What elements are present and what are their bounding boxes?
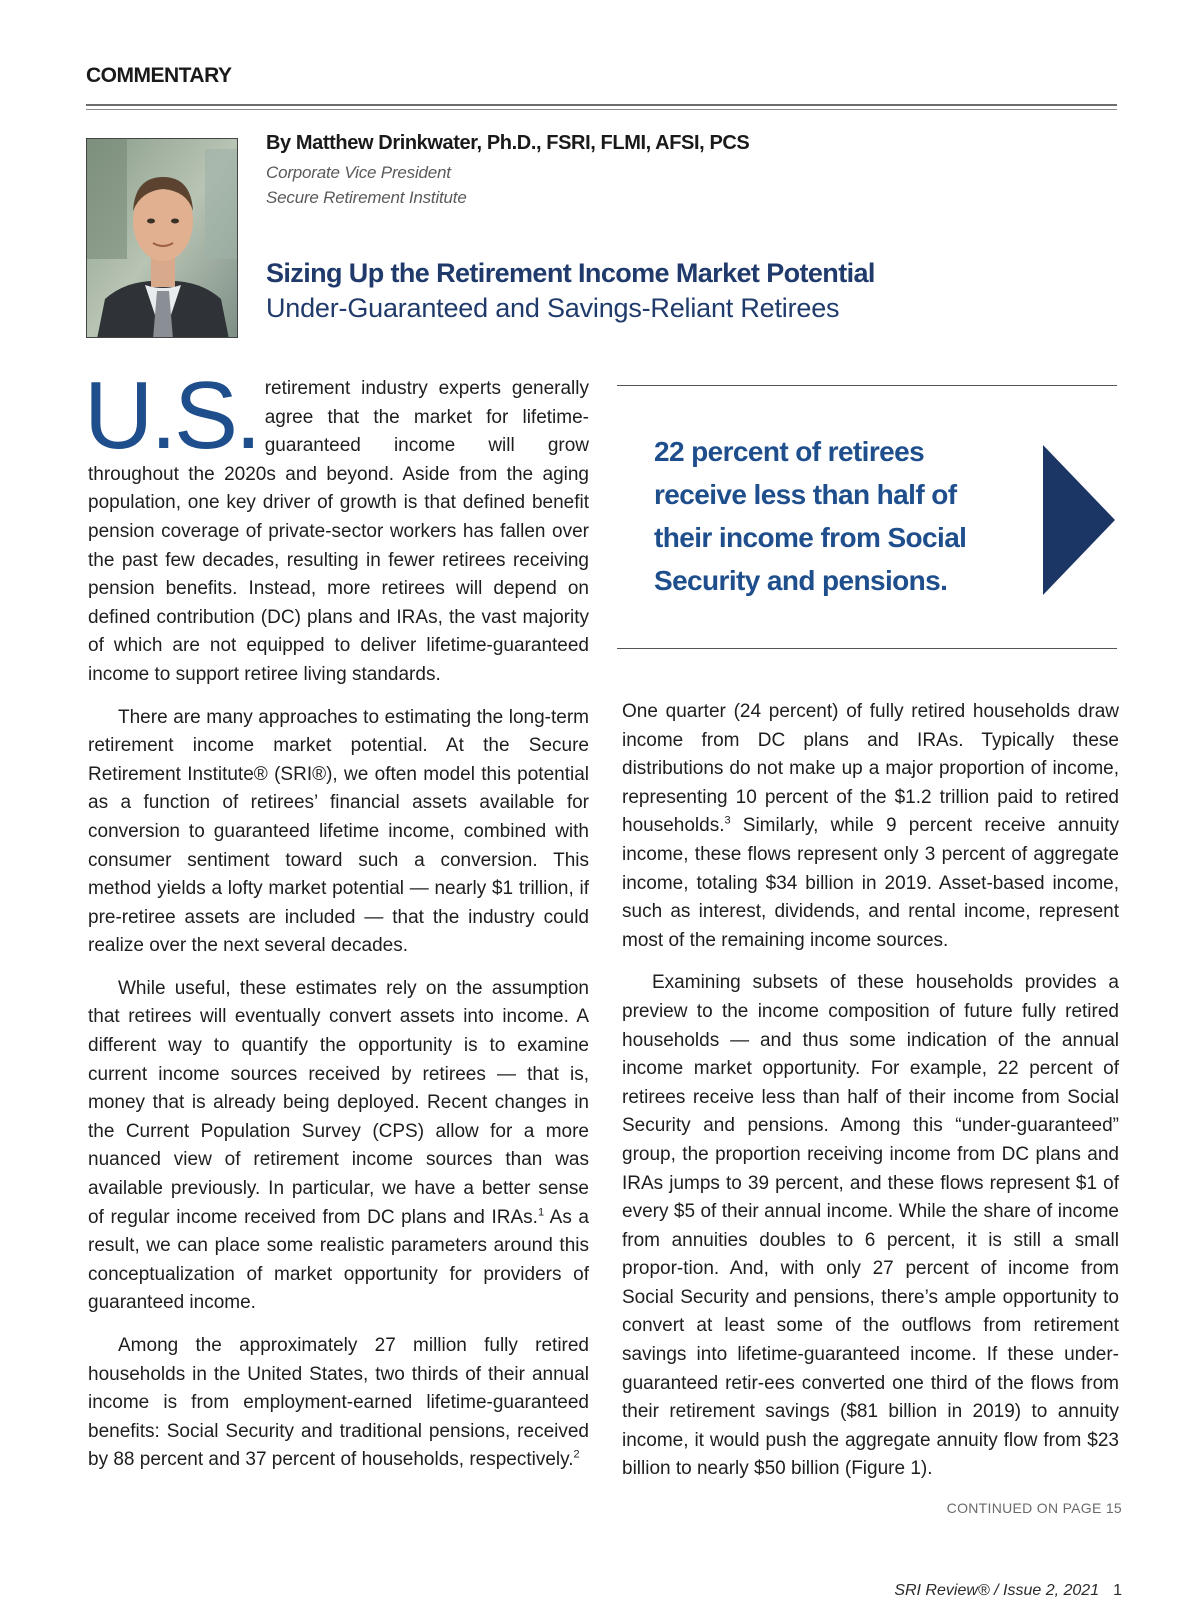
paragraph: Examining subsets of these households provides a preview to the income composition of future fully retired households — and thus some indication of the annual income market opportunity. For example, 22 percent of retirees receive less than half of their income from Social Security and pensions. Among this “under-guaranteed” group, the proportion receiving income from DC plans and IRAs jumps to 39 percent, and these flows represent $1 of every $5 of their annual income. While the share of income from annuities doubles to 6 percent, it is still a small propor-tion. And, with only 27 percent of income from Social Security and pensions, there’s ample opportunity to convert at least some of the outflows from retirement savings into lifetime-guaranteed income. If these under-guaranteed retir-ees converted one third of the flows from their retirement savings ($81 billion in 2019) to annuity income, it would push the aggregate annuity flow from $23 billion to nearly $50 billion (Figure 1). <box>622 972 1119 1480</box>
pull-quote: 22 percent of retirees receive less than half of their income from Social Security and pensions. <box>654 436 967 596</box>
header-rule-thin <box>86 109 1117 110</box>
page-footer <box>894 1582 1122 1600</box>
author-photo <box>86 138 238 338</box>
footnote-mark: 2 <box>573 1449 580 1462</box>
continued-notice: CONTINUED ON PAGE 15 <box>946 1500 1122 1516</box>
section-label: COMMENTARY <box>86 64 232 87</box>
article-subheadline: Under-Guaranteed and Savings-Reliant Retirees <box>266 293 840 323</box>
header-rule-thick <box>86 104 1117 106</box>
paragraph: While useful, these estimates rely on the assumption that retirees will eventually convert assets into income. A different way to quantify the opportunity is to examine current income sources received by retirees — that is, money that is already being deployed. Recent changes in the Current Population Survey (CPS) allow for a more nuanced view of retirement income sources than was available previously. In particular, we have a better sense of regular income received from DC plans and IRAs.$^1$ As a result, we can place some realistic parameters around this conceptualization of market opportunity for providers of guaranteed income. <box>88 977 589 1314</box>
right-column <box>622 698 1119 1498</box>
paragraph: Among the approximately 27 million fully retired households in the United States, two thirds of their annual income is from employment-earned lifetime-guaranteed benefits: Social Security and traditional pensions, received by 88 percent and 37 percent of households, respectively.$^2$ <box>88 1335 589 1471</box>
footnote-mark: 3 <box>724 815 731 828</box>
arrow-right-icon <box>1043 445 1115 595</box>
left-column <box>84 362 589 1489</box>
article-headline: Sizing Up the Retirement Income Market Potential <box>266 258 875 288</box>
page-number: 1 <box>1113 1582 1122 1599</box>
footnote-mark: 1 <box>537 1206 545 1219</box>
author-organization: Secure Retirement Institute <box>266 188 467 207</box>
author-title: Corporate Vice President <box>266 163 451 182</box>
paragraph: There are many approaches to estimating the long-term retirement income market potential. At the Secure Retirement Institute® (SRI®), we often model this potential as a function of retirees’ financial assets available for conversion to guaranteed lifetime income, combined with consumer sentiment toward such a conversion. This method yields a lofty market potential — nearly $1 trillion, if pre-retiree assets are included — that the industry could realize over the next several decades. <box>88 706 589 957</box>
paragraph: One quarter (24 percent) of fully retired households draw income from DC plans and IRAs. Typically these distributions do not make up a major proportion of income, representing 10 percent of the $1.2 trillion paid to retired households.$^3$ Similarly, while 9 percent receive annuity income, these flows represent only 3 percent of aggregate income, totaling $34 billion in 2019. Asset-based income, such as interest, dividends, and rental income, represent most of the remaining income sources. <box>622 701 1120 951</box>
drop-cap: U.S. <box>84 362 259 469</box>
pull-quote-rule-bottom <box>617 648 1117 649</box>
publication-name: SRI Review® / Issue 2, 2021 <box>894 1582 1100 1599</box>
pull-quote-rule-top <box>617 385 1117 386</box>
author-byline: By Matthew Drinkwater, Ph.D., FSRI, FLMI, AFSI, PCS <box>266 132 750 154</box>
paragraph: U.S. retirement industry experts generally agree that the market for lifetime-guaranteed income will grow throughout the 2020s and beyond. Aside from the aging population, one key driver of growth is that defined benefit pension coverage of private-sector workers has fallen over the past few decades, resulting in fewer retirees receiving pension benefits. Instead, more retirees will depend on defined contribution (DC) plans and IRAs, the vast majority of which are not equipped to deliver lifetime-guaranteed income to support retiree living standards. <box>84 362 589 685</box>
